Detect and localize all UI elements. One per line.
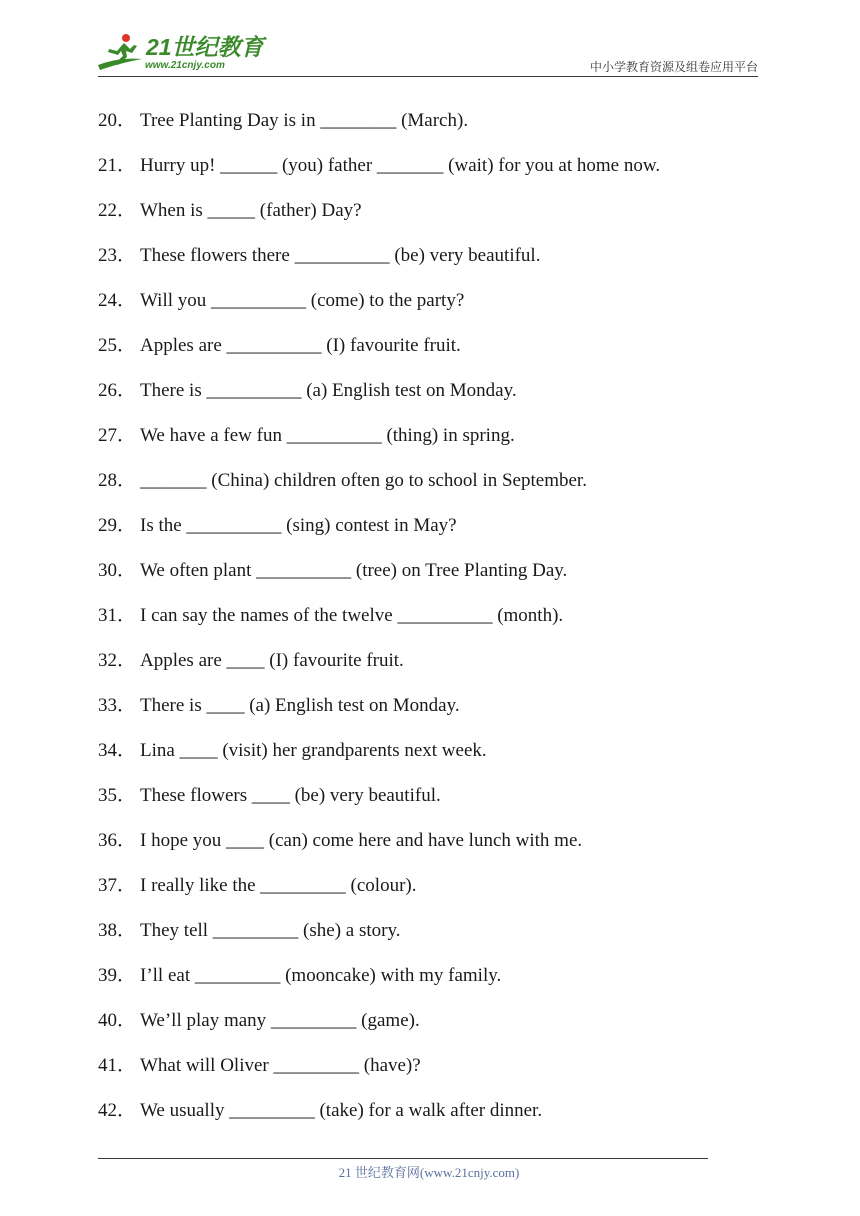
- question-text: Is the __________ (sing) contest in May?: [140, 515, 457, 536]
- question-number: 36．: [98, 830, 137, 851]
- question-text: I can say the names of the twelve __________ (month).: [140, 605, 564, 626]
- question-text: Tree Planting Day is in ________ (March).: [140, 110, 469, 131]
- question-item: [98, 828, 660, 873]
- question-text: I really like the _________ (colour).: [140, 875, 417, 896]
- question-text: _______ (China) children often go to school in September.: [140, 470, 587, 491]
- question-text: Lina ____ (visit) her grandparents next week.: [140, 740, 487, 761]
- question-text: We often plant __________ (tree) on Tree Planting Day.: [140, 560, 568, 581]
- question-item: [98, 1053, 660, 1098]
- question-number: 32．: [98, 650, 137, 671]
- question-item: [98, 963, 660, 1008]
- logo-url: www.21cnjy.com: [145, 60, 225, 71]
- question-item: [98, 378, 660, 423]
- question-text: We have a few fun __________ (thing) in spring.: [140, 425, 515, 446]
- platform-label: 中小学教育资源及组卷应用平台: [589, 60, 758, 74]
- question-item: [98, 648, 660, 693]
- question-number: 34．: [98, 740, 137, 761]
- question-item: [98, 873, 660, 918]
- question-item: [98, 693, 660, 738]
- runner-logo-icon: [96, 32, 144, 74]
- question-number: 21．: [98, 155, 137, 176]
- question-item: [98, 333, 660, 378]
- question-number: 20．: [98, 110, 137, 131]
- question-text: We usually _________ (take) for a walk after dinner.: [140, 1100, 543, 1121]
- question-number: 22．: [98, 200, 137, 221]
- question-number: 26．: [98, 380, 137, 401]
- question-item: [98, 783, 660, 828]
- header-divider: [98, 76, 758, 77]
- question-number: 41．: [98, 1055, 137, 1076]
- footer-divider: [98, 1158, 708, 1159]
- question-item: [98, 423, 660, 468]
- question-text: Apples are __________ (I) favourite fruit.: [140, 335, 461, 356]
- site-logo: [96, 32, 271, 76]
- footer-text: 21 世纪教育网(www.21cnjy.com): [338, 1165, 520, 1180]
- question-text: Will you __________ (come) to the party?: [140, 290, 465, 311]
- question-item: [98, 243, 660, 288]
- question-item: [98, 513, 660, 558]
- question-number: 35．: [98, 785, 137, 806]
- question-text: I’ll eat _________ (mooncake) with my family.: [140, 965, 502, 986]
- question-item: [98, 468, 660, 513]
- question-list: [98, 108, 660, 1143]
- question-number: 27．: [98, 425, 137, 446]
- question-text: They tell _________ (she) a story.: [140, 920, 401, 941]
- question-number: 37．: [98, 875, 137, 896]
- question-text: Apples are ____ (I) favourite fruit.: [140, 650, 404, 671]
- question-number: 39．: [98, 965, 137, 986]
- question-number: 30．: [98, 560, 137, 581]
- question-item: [98, 558, 660, 603]
- question-text: There is ____ (a) English test on Monday.: [140, 695, 460, 716]
- question-number: 25．: [98, 335, 137, 356]
- question-number: 23．: [98, 245, 137, 266]
- logo-name: 21世纪教育: [146, 34, 264, 60]
- question-text: I hope you ____ (can) come here and have lunch with me.: [140, 830, 583, 851]
- question-text: When is _____ (father) Day?: [140, 200, 362, 221]
- question-item: [98, 198, 660, 243]
- question-number: 42．: [98, 1100, 137, 1121]
- question-item: [98, 1008, 660, 1053]
- question-number: 38．: [98, 920, 137, 941]
- question-text: These flowers ____ (be) very beautiful.: [140, 785, 441, 806]
- question-item: [98, 738, 660, 783]
- question-text: Hurry up! ______ (you) father _______ (wait) for you at home now.: [140, 155, 661, 176]
- question-item: [98, 108, 660, 153]
- question-item: [98, 918, 660, 963]
- question-number: 33．: [98, 695, 137, 716]
- question-text: There is __________ (a) English test on Monday.: [140, 380, 517, 401]
- question-number: 24．: [98, 290, 137, 311]
- question-number: 29．: [98, 515, 137, 536]
- question-text: We’ll play many _________ (game).: [140, 1010, 420, 1031]
- question-text: What will Oliver _________ (have)?: [140, 1055, 421, 1076]
- question-number: 28．: [98, 470, 137, 491]
- page-header: [96, 30, 758, 78]
- question-number: 40．: [98, 1010, 137, 1031]
- question-item: [98, 288, 660, 333]
- question-number: 31．: [98, 605, 137, 626]
- question-item: [98, 603, 660, 648]
- question-item: [98, 153, 660, 198]
- question-text: These flowers there __________ (be) very beautiful.: [140, 245, 541, 266]
- question-item: [98, 1098, 660, 1143]
